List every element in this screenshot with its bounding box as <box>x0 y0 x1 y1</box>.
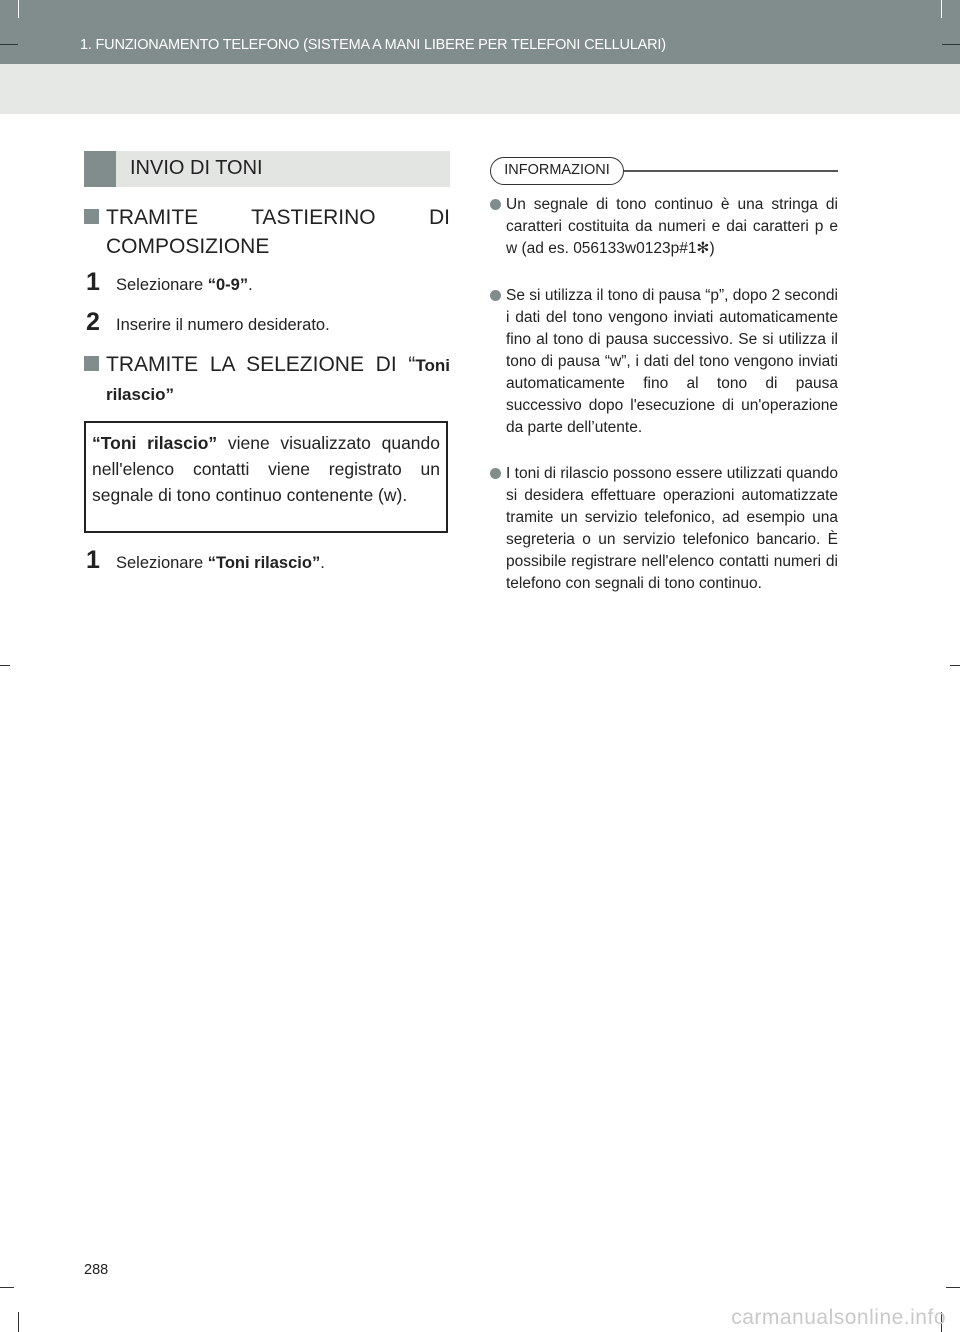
subheading-line1-tail: Toni <box>415 356 450 375</box>
note-bold: “Toni rilascio” <box>92 433 218 453</box>
step-text-end: . <box>320 554 325 572</box>
section-header-marker <box>84 151 116 187</box>
step-text: Selezionare <box>116 554 208 572</box>
step-number: 2 <box>86 308 100 336</box>
info-bullet-text: Un segnale di tono continuo è una stringa di caratteri costituita da numeri e dai caratteri p e w (ad es. 056133w0123p#1✻) <box>506 196 838 257</box>
round-bullet-icon <box>490 290 501 301</box>
info-label: INFORMAZIONI <box>490 157 624 185</box>
info-bullet-text: I toni di rilascio possono essere utilizzati quando si desidera effettuare operazioni automatizzate tramite un servizio telefonico, ad esempio una segreteria o un servizio telefonico bancario. È possibile registrare nell'elenco contatti numeri di telefono con segnali di tono continuo. <box>506 465 838 592</box>
info-bullet-text: Se si utilizza il tono di pausa “p”, dopo 2 secondi i dati del tono vengono inviati automaticamente fino al tono di pausa successivo. Se si utilizza il tono di pausa “w”, i dati del tono vengono inviati automaticamente fino al tono di pausa successivo dopo l'esecuzione di un'operazione da parte dell’utente. <box>506 287 838 436</box>
subheading-tastierino <box>84 203 450 261</box>
info-bullet <box>490 194 838 260</box>
step-item <box>86 546 325 575</box>
info-rule <box>624 170 838 172</box>
crop-mark <box>946 1287 960 1288</box>
crop-mark <box>0 665 10 666</box>
step-text: Selezionare <box>116 276 208 294</box>
crop-mark <box>950 665 960 666</box>
info-bullet <box>490 463 838 595</box>
subheading-line1 <box>106 350 450 380</box>
subheading-line2: rilascio” <box>106 385 175 404</box>
crop-mark <box>18 0 19 18</box>
square-bullet-icon <box>84 209 99 224</box>
subheading-selezione <box>84 350 450 409</box>
crop-mark <box>18 1312 19 1332</box>
note-box <box>84 421 448 533</box>
crop-mark <box>0 44 18 45</box>
step-number: 1 <box>86 268 100 296</box>
watermark: carmanualsonline.info <box>731 1306 946 1329</box>
round-bullet-icon <box>490 199 501 210</box>
subheading-line2: COMPOSIZIONE <box>106 235 270 258</box>
step-key: “0-9” <box>207 276 249 294</box>
step-text-end: . <box>248 276 253 294</box>
subheading-line1: TRAMITE TASTIERINO DI <box>106 206 450 229</box>
crop-mark <box>941 0 942 18</box>
subheading-line1-text: TRAMITE LA SELEZIONE DI “ <box>106 353 416 376</box>
info-bullet <box>490 285 838 439</box>
step-text: Inserire il numero desiderato. <box>116 316 330 334</box>
step-key: “Toni rilascio” <box>207 554 321 572</box>
step-item <box>86 268 253 297</box>
note-text: viene visualizzato quando nell'elenco contatti viene registrato un segnale di tono continuo contenente (w). <box>92 433 440 505</box>
step-number: 1 <box>86 546 100 574</box>
square-bullet-icon <box>84 356 99 371</box>
header-subband <box>0 64 960 114</box>
section-header <box>84 151 450 187</box>
section-title: INVIO DI TONI <box>130 157 263 179</box>
page-header-title: 1. FUNZIONAMENTO TELEFONO (SISTEMA A MANI LIBERE PER TELEFONI CELLULARI) <box>80 37 666 53</box>
crop-mark <box>0 1287 14 1288</box>
header-band <box>0 0 960 64</box>
step-item <box>86 308 330 337</box>
page-number: 288 <box>84 1262 109 1278</box>
round-bullet-icon <box>490 468 501 479</box>
crop-mark <box>942 44 960 45</box>
